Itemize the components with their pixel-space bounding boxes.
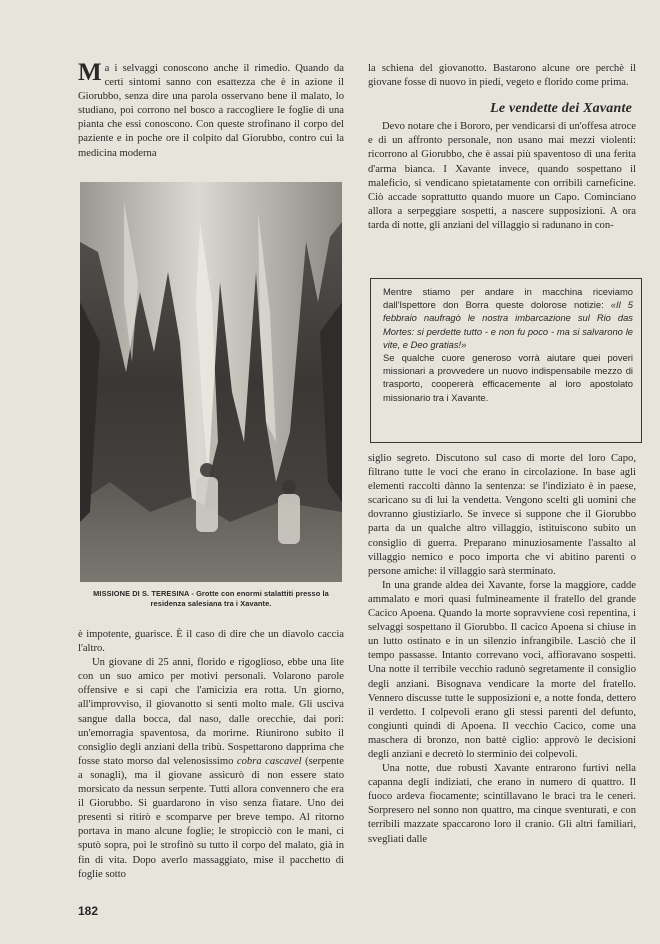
drop-cap: M [78,59,102,86]
paragraph: In una grande aldea dei Xavante, forse la maggiore, cadde ammalato e morì quasi fulmineamente il fratello del grande Cacico Apoena. Quando la morte sopravviene così repentina, i selvaggi sospettano il Giorubbo. Il cacico Apoena si chiuse in un lutto ostinato e in un silenzio infrangibile. Lasciò che il tempo passasse. Intanto correvano voci, affioravano sospetti. Una notte il terribile vecchio radunò segretamente il consiglio degli anziani. Bisognava vendicare la morte del fratello. Vennero discusse tutte le supposizioni e, a notte fonda, dettero il verdetto. I colpevoli erano gli stessi parenti del defunto, congiunti quindi di Apoena. Il vecchio Cacico, come una maschera di bronzo, non battè ciglio: approvò le decisioni degli anziani e decretò lo sterminio dei colpevoli. [368,579,636,760]
section-heading: Le vendette dei Xavante [490,101,632,117]
paragraph [78,656,344,882]
intro-text: a i selvaggi conoscono anche il rimedio. Quando da certi sintomi sanno con esattezza che è in azione il Giorubbo, senza dire una parola osservano bene il malato, lo studiano, poi corrono nel bosco a raccogliere le foglie di una pianta che essi conoscono. Con queste strofinano il corpo del paziente e in poche ore il colpito dal Giorubbo, contro cui la medicina moderna [78,63,344,159]
right-column-bottom [368,452,636,847]
notice-quote: «Il 5 febbraio naufragò le nostra imbarcazione sul Rio das Mortes: si perdette tutto - e non fu poco - ma si salvarono le vite, e Deo gratias!» [383,299,633,350]
paragraph-text: Un giovane di 25 anni, florido e rigoglioso, ebbe una lite con un suo amico per motivi personali. Volarono parole offensive e si capì che l'amicizia era rotta. Un giorno, all'improvviso, il giovanotto si sentì molto male. Gli usciva sangue dalla bocca, dal naso, dalle orecchie, dai pori: un'emorragia spaventosa, da morirne. Riunirono subito il consiglio degli anziani della tribù. Sospettarono dapprima che fosse stato morso dal velenosissimo [78,657,344,767]
boxed-notice [370,278,642,443]
intro-paragraph [78,59,344,161]
stalactite-cave-image [80,182,342,582]
left-column-top [78,59,344,161]
cave-photo [80,182,342,582]
notice-intro: Mentre stiamo per andare in macchina riceviamo dall'Ispettore don Borra queste dolorose notizie: [383,286,633,311]
paragraph: siglio segreto. Discutono sul caso di morte del loro Capo, filtrano tutte le voci che erano in circolazione. In base agli elementi raccolti dànno la sentenza: se l'indiziato è in paese, scaricano su di lui la vendetta. Vengono scelti gli uomini che dovranno giustiziarlo. Se invece si suppone che il Giorubbo parta da un qualche altro villaggio, istituiscono subito un consiglio di guerra. Preparano minuziosamente l'assalto al villaggio nemico e poco importa che vi abitino parenti o persone amiche: il villaggio sarà sterminato. [368,453,636,577]
page-number: 182 [78,904,99,918]
paragraph: Devo notare che i Bororo, per vendicarsi di un'offesa atroce e di un affronto personale, non usano mai mezzi violenti: ricorrono al Giorubbo, che è assai più spaventoso di una ferita d'arma bianca. I Xavante invece, quando sospettano il maleficio, si vendicano spietatamente con orribili carneficine. Ciò accade soprattutto quando muore un Capo. Cominciano allora a serpeggiare sospetti, a nascere supposizioni. A ora tarda di notte, gli anziani del villaggio si radunano in con- [368,121,636,231]
left-column-bottom [78,628,344,882]
right-column-top [368,62,636,233]
italic-term: cobra cascavel [236,755,302,767]
photo-caption: MISSIONE DI S. TERESINA - Grotte con enormi stalattiti presso la residenza salesiana tra i Xavante. [93,589,329,608]
paragraph: è impotente, guarisce. È il caso di dire che un diavolo caccia l'altro. [78,629,344,655]
paragraph: la schiena del giovanotto. Bastarono alcune ore perchè il giovane fosse di nuovo in piedi, vegeto e florido come prima. [368,63,636,89]
paragraph: Una notte, due robusti Xavante entrarono furtivi nella capanna degli indiziati, che erano in numero di quattro. Il fuoco ardeva fiocamente; scintillavano le braci tra le ceneri. Sorpresero nel sonno non quattro, ma cinque sventurati, e con terribili mazzate spaccarono loro il cranio. Gli altri familiari, svegliati dalle [368,763,636,845]
notice-appeal: Se qualche cuore generoso vorrà aiutare quei poveri missionari a provvedere un nuovo indispensabile mezzo di trasporto, coopererà efficacemente al loro apostolato missionario tra i Xavante. [383,352,633,403]
paragraph-text: (serpente a sonagli), ma il giovane assicurò di non essere stato morsicato da nessun serpente. Tutti allora convennero che era il Giorubbo. Si guardarono in viso senza fiatare. Uno dei presenti si ritirò e scomparve per breve tempo. Al ritorno portava in mano alcune foglie; le stropicciò con le mani, ci sputò sopra, poi le strofinò su tutto il corpo del malato, già in fin di vita. Dopo averlo massaggiato, mise il pacchetto di foglie sotto [78,755,344,880]
